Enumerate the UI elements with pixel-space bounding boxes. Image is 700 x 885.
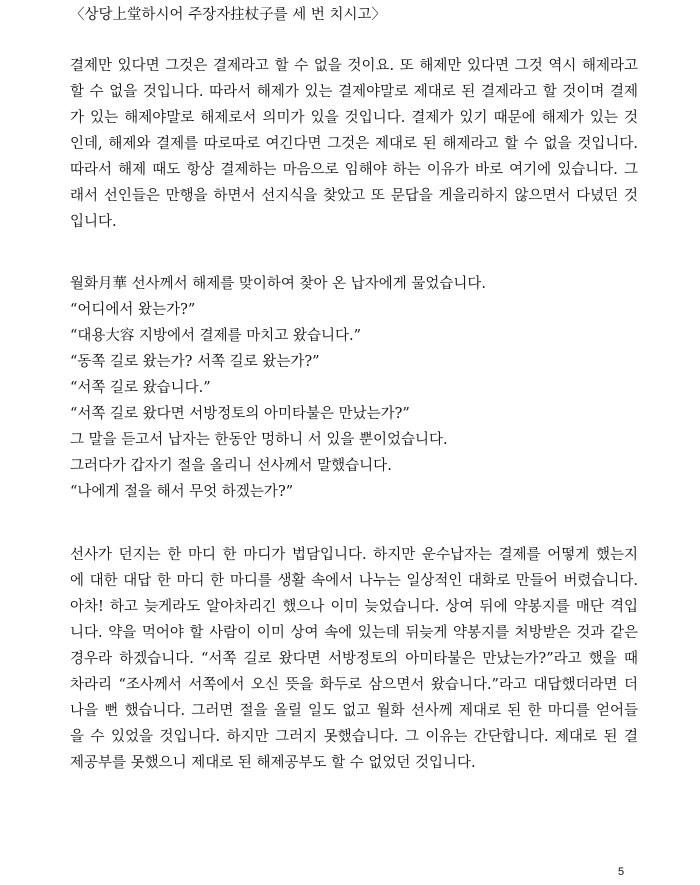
text-line: 을 수 있었을 것입니다. 하지만 그러지 못했습니다. 그 이유는 간단합니다. 제대로 된 결 (70, 729, 638, 745)
text-line: 나을 뻔 했습니다. 그러면 절을 올릴 일도 없고 월화 선사께 제대로 된 한 마디를 얻어들 (70, 703, 638, 719)
text-line: 월화月華 선사께서 해제를 맞이하여 찾아 온 납자에게 물었습니다. (70, 276, 487, 292)
text-line: 할 수 없을 것입니다. 따라서 해제가 있는 결제야말로 제대로 된 결제라고 할 것이며 결제 (70, 84, 638, 100)
text-line: 따라서 해제 때도 항상 결제하는 마음으로 임해야 하는 이유가 바로 여기에 있습니다. 그 (70, 162, 638, 178)
text-line: 결제만 있다면 그것은 결제라고 할 수 없을 것이요. 또 해제만 있다면 그것 역시 해제라고 (70, 58, 638, 74)
text-line: 그 말을 듣고서 납자는 한동안 멍하니 서 있을 뿐이었습니다. (70, 432, 448, 448)
page-number: 5 (618, 866, 625, 878)
paragraph-1 (70, 53, 638, 235)
text-line: “대용大容 지방에서 결제를 마치고 왔습니다.” (70, 328, 361, 344)
text-line: 에 대한 대답 한 마디 한 마디를 생활 속에서 나누는 일상적인 대화로 만들어 버렸습니다. (70, 573, 638, 589)
text-line: 니다. 약을 먹어야 할 사람이 이미 상여 속에 있는데 뒤늦게 약봉지를 처방받은 것과 같은 (70, 625, 638, 641)
text-line: 아차! 하고 늦게라도 알아차리긴 했으나 이미 늦었습니다. 상여 뒤에 약봉지를 매단 격입 (70, 599, 638, 615)
text-line: 래서 선인들은 만행을 하면서 선지식을 찾았고 또 문답을 게을리하지 않으면서 다녔던 것 (70, 188, 638, 204)
text-line: 가 있는 해제야말로 해제로서 의미가 있을 것입니다. 결제가 있기 때문에 해제가 있는 것 (70, 110, 638, 126)
text-line: “동쪽 길로 왔는가? 서쪽 길로 왔는가?” (70, 354, 320, 370)
section-heading: 〈상당上堂하시어 주장자拄杖子를 세 번 치시고〉 (70, 7, 387, 23)
text-line: “나에게 절을 해서 무엇 하겠는가?” (70, 484, 294, 500)
text-line: 경우라 하겠습니다. “서쪽 길로 왔다면 서방정토의 아미타불은 만났는가?”라고 했을 때 (70, 651, 638, 667)
text-line: 차라리 “조사께서 서쪽에서 오신 뜻을 화두로 삼으면서 왔습니다.”라고 대답했더라면 더 (70, 677, 638, 693)
text-line: 그러다가 갑자기 절을 올리니 선사께서 말했습니다. (70, 458, 392, 474)
text-line: 선사가 던지는 한 마디 한 마디가 법담입니다. 하지만 운수납자는 결제를 어떻게 했는지 (70, 547, 638, 563)
text-line: 제공부를 못했으니 제대로 된 해제공부도 할 수 없었던 것입니다. (70, 755, 476, 771)
paragraph-3 (70, 542, 638, 776)
text-line: “어디에서 왔는가?” (70, 302, 196, 318)
text-line: “서쪽 길로 왔습니다.” (70, 380, 211, 396)
text-line: 인데, 해제와 결제를 따로따로 여긴다면 그것은 제대로 된 해제라고 할 수 없을 것입니다. (70, 136, 638, 152)
text-line: 입니다. (70, 214, 117, 230)
paragraph-2-dialogue (70, 271, 638, 505)
text-line: “서쪽 길로 왔다면 서방정토의 아미타불은 만났는가?” (70, 406, 410, 422)
